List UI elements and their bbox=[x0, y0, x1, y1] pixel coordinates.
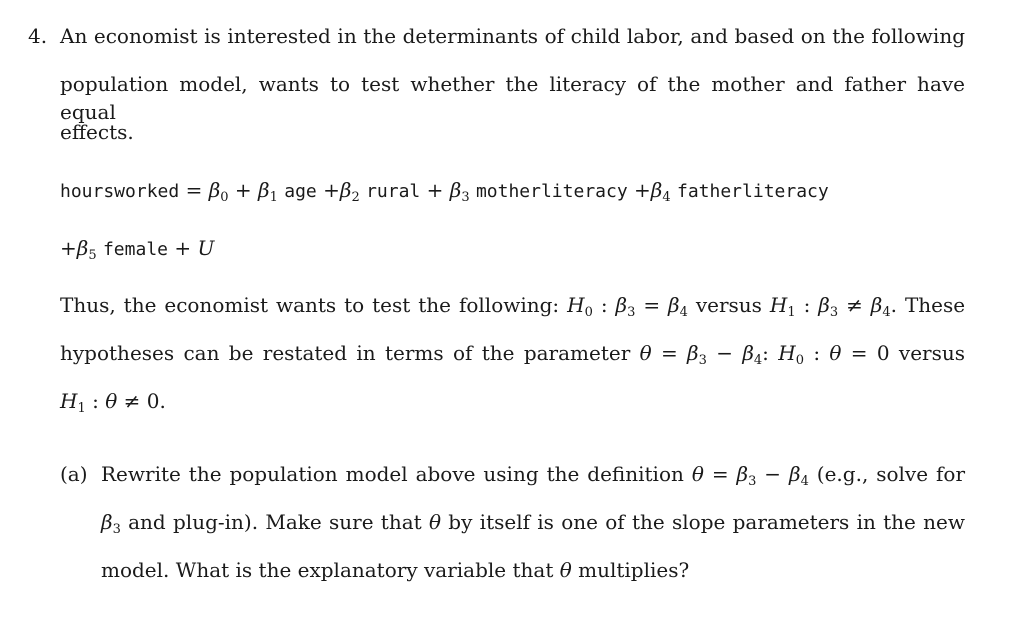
model-equation-line-1 bbox=[60, 176, 829, 206]
var-age: age bbox=[284, 181, 317, 202]
var-fatherliteracy: fatherliteracy bbox=[677, 181, 829, 202]
part-a-line-3 bbox=[101, 556, 689, 584]
var-motherliteracy: motherliteracy bbox=[475, 181, 628, 202]
beta3-symbol: $\beta_3$ bbox=[101, 510, 121, 537]
part-a-text-5: model. What is the explanatory variable that bbox=[101, 558, 554, 582]
error-term: U bbox=[197, 236, 215, 260]
intro-line-3: effects. bbox=[60, 120, 134, 144]
hypothesis-line-2 bbox=[60, 339, 965, 367]
theta-symbol: θ bbox=[428, 510, 442, 534]
part-a-label: (a) bbox=[60, 462, 88, 486]
theta-def-a: $\theta = \beta_3 - \beta_4$ bbox=[691, 462, 809, 489]
equation-rhs: = $\beta_0 + \beta_1$ bbox=[185, 178, 278, 205]
intro-line-1: An economist is interested in the determinants of child labor, and based on the following bbox=[60, 24, 965, 48]
term-beta2: $+\beta_2$ bbox=[323, 178, 360, 205]
h0-statement: $H_0$ : $\beta_3 = \beta_4$ bbox=[567, 293, 688, 320]
problem-number: 4. bbox=[28, 24, 48, 48]
part-a-text-6: multiplies? bbox=[578, 558, 690, 582]
term-beta4: $+\beta_4$ bbox=[634, 178, 671, 205]
part-a-line-2 bbox=[101, 508, 965, 536]
intro-line-2: population model, wants to test whether the literacy of the mother and father have equal bbox=[60, 72, 965, 124]
versus-word: versus bbox=[695, 293, 762, 317]
theta-definition: $\theta = \beta_3 - \beta_4$: bbox=[639, 341, 769, 368]
part-a-text-1: Rewrite the population model above using the definition bbox=[101, 462, 684, 486]
hyp-text-1: Thus, the economist wants to test the following: bbox=[60, 293, 560, 317]
part-a-text-2: (e.g., solve for bbox=[816, 462, 966, 486]
model-equation-line-2 bbox=[60, 234, 214, 264]
plus-sign: + bbox=[174, 236, 192, 260]
part-a-text-4: by itself is one of the slope parameters in the new bbox=[448, 510, 965, 534]
versus-word-2: versus bbox=[898, 341, 966, 365]
theta-symbol-2: θ bbox=[559, 558, 572, 582]
dep-var: hoursworked bbox=[60, 181, 180, 202]
h0-theta: $H_0$ : θ = 0 bbox=[778, 341, 890, 368]
term-beta5: $+\beta_5$ bbox=[60, 236, 97, 263]
part-a-text-3: and plug-in). Make sure that bbox=[128, 510, 422, 534]
hypothesis-line-1 bbox=[60, 291, 965, 319]
hypothesis-line-3 bbox=[60, 387, 166, 415]
part-a-line-1 bbox=[101, 460, 965, 488]
h1-theta: $H_1$ : θ ≠ 0. bbox=[60, 389, 166, 416]
var-female: female bbox=[102, 239, 168, 260]
these-word: . These bbox=[890, 293, 966, 317]
var-rural: rural bbox=[366, 181, 421, 202]
h1-statement: $H_1$ : $\beta_3 \ne \beta_4$ bbox=[769, 293, 891, 320]
term-beta3: + $\beta_3$ bbox=[426, 178, 470, 205]
hyp-text-2: hypotheses can be restated in terms of the parameter bbox=[60, 341, 631, 365]
